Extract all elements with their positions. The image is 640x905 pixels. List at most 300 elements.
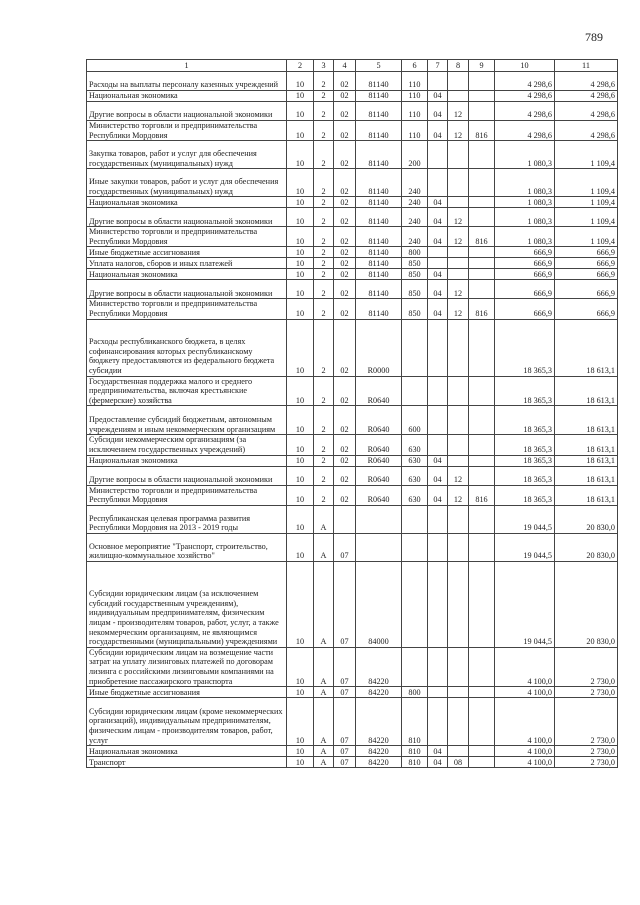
table-cell xyxy=(448,455,469,466)
table-cell xyxy=(428,687,448,698)
table-cell: 4 100,0 xyxy=(495,687,555,698)
table-cell: 18 365,3 xyxy=(495,319,555,376)
header-cell: 7 xyxy=(428,60,448,72)
table-cell: 200 xyxy=(402,141,428,169)
table-cell xyxy=(402,505,428,533)
table-cell: 04 xyxy=(428,746,448,757)
table-cell: 84220 xyxy=(356,757,402,768)
table-cell xyxy=(469,435,495,455)
row-label: Другие вопросы в области национальной экономики xyxy=(87,102,287,121)
table-cell: 110 xyxy=(402,72,428,91)
table-cell: 04 xyxy=(428,91,448,102)
table-row xyxy=(87,280,618,299)
table-cell: 600 xyxy=(402,406,428,435)
table-cell: 07 xyxy=(334,698,356,746)
table-cell: 81140 xyxy=(356,141,402,169)
table-cell: 1 080,3 xyxy=(495,227,555,247)
table-row xyxy=(87,72,618,91)
table-cell: 18 365,3 xyxy=(495,435,555,455)
table-cell xyxy=(469,208,495,227)
table-cell xyxy=(448,269,469,280)
row-label: Транспорт xyxy=(87,757,287,768)
table-cell: 1 109,4 xyxy=(555,141,618,169)
table-body xyxy=(87,72,618,768)
table-cell xyxy=(428,561,448,647)
table-cell: 12 xyxy=(448,121,469,141)
table-cell: 4 298,6 xyxy=(555,91,618,102)
table-cell xyxy=(428,319,448,376)
table-cell: 12 xyxy=(448,208,469,227)
table-cell xyxy=(469,466,495,485)
table-cell: 4 298,6 xyxy=(555,102,618,121)
table-cell: 10 xyxy=(287,485,314,505)
table-cell: 02 xyxy=(334,91,356,102)
table-cell: 10 xyxy=(287,376,314,406)
table-cell: А xyxy=(314,561,334,647)
row-label: Республиканская целевая программа развития Республики Мордовия на 2013 - 2019 годы xyxy=(87,505,287,533)
table-cell: 18 365,3 xyxy=(495,466,555,485)
table-cell: 810 xyxy=(402,698,428,746)
table-cell: 04 xyxy=(428,455,448,466)
table-cell: 19 044,5 xyxy=(495,533,555,561)
table-row xyxy=(87,698,618,746)
row-label: Национальная экономика xyxy=(87,91,287,102)
table-cell xyxy=(469,647,495,686)
table-cell: 2 730,0 xyxy=(555,698,618,746)
table-cell: 800 xyxy=(402,687,428,698)
table-cell xyxy=(469,561,495,647)
table-cell: 84220 xyxy=(356,698,402,746)
table-cell: 02 xyxy=(334,466,356,485)
row-label: Национальная экономика xyxy=(87,269,287,280)
table-cell: 850 xyxy=(402,280,428,299)
table-cell: 20 830,0 xyxy=(555,533,618,561)
table-cell: 02 xyxy=(334,141,356,169)
table-cell xyxy=(448,435,469,455)
table-cell: 10 xyxy=(287,746,314,757)
header-cell: 11 xyxy=(555,60,618,72)
table-cell: 666,9 xyxy=(495,280,555,299)
table-cell: 18 613,1 xyxy=(555,485,618,505)
table-cell: 10 xyxy=(287,91,314,102)
table-cell: 84000 xyxy=(356,561,402,647)
header-cell: 8 xyxy=(448,60,469,72)
table-cell xyxy=(448,698,469,746)
row-label: Расходы республиканского бюджета, в целях софинансирования которых республиканскому бюджету предоставляются из федерального бюджета субсидии xyxy=(87,319,287,376)
table-cell: 81140 xyxy=(356,169,402,197)
table-cell: 12 xyxy=(448,466,469,485)
table-cell xyxy=(448,197,469,208)
header-cell: 2 xyxy=(287,60,314,72)
table-cell: 07 xyxy=(334,647,356,686)
table-cell: 12 xyxy=(448,299,469,319)
table-cell: 10 xyxy=(287,533,314,561)
table-cell xyxy=(428,141,448,169)
table-cell: 07 xyxy=(334,746,356,757)
row-label: Министерство торговли и предпринимательства Республики Мордовия xyxy=(87,227,287,247)
table-cell: 10 xyxy=(287,505,314,533)
table-cell: 10 xyxy=(287,208,314,227)
row-label: Основное мероприятие "Транспорт, строительство, жилищно-коммунальное хозяйство" xyxy=(87,533,287,561)
table-cell: А xyxy=(314,698,334,746)
budget-table xyxy=(86,59,618,768)
table-cell: R0640 xyxy=(356,455,402,466)
table-cell: 666,9 xyxy=(495,269,555,280)
table-cell: А xyxy=(314,533,334,561)
table-cell: 10 xyxy=(287,406,314,435)
table-cell xyxy=(448,169,469,197)
table-cell xyxy=(428,435,448,455)
table-cell: 2 xyxy=(314,280,334,299)
table-cell: 2 xyxy=(314,269,334,280)
table-cell: А xyxy=(314,757,334,768)
table-cell xyxy=(356,533,402,561)
table-cell: R0640 xyxy=(356,406,402,435)
table-cell: 4 298,6 xyxy=(495,121,555,141)
table-cell xyxy=(469,91,495,102)
table-cell: А xyxy=(314,505,334,533)
table-cell: 10 xyxy=(287,280,314,299)
header-cell: 4 xyxy=(334,60,356,72)
table-cell: 10 xyxy=(287,466,314,485)
table-cell: 2 xyxy=(314,299,334,319)
table-cell: 18 613,1 xyxy=(555,466,618,485)
table-row xyxy=(87,505,618,533)
table-cell: 02 xyxy=(334,227,356,247)
table-cell: 02 xyxy=(334,319,356,376)
table-cell: 07 xyxy=(334,687,356,698)
table-cell xyxy=(448,72,469,91)
table-row xyxy=(87,435,618,455)
table-row xyxy=(87,485,618,505)
table-cell xyxy=(448,319,469,376)
row-label: Национальная экономика xyxy=(87,746,287,757)
table-cell: 10 xyxy=(287,247,314,258)
table-cell: R0640 xyxy=(356,466,402,485)
table-cell: R0000 xyxy=(356,319,402,376)
table-cell xyxy=(402,319,428,376)
table-cell xyxy=(402,561,428,647)
table-cell: 20 830,0 xyxy=(555,505,618,533)
table-cell: 02 xyxy=(334,406,356,435)
table-cell: 10 xyxy=(287,197,314,208)
table-cell xyxy=(469,197,495,208)
table-cell: 18 613,1 xyxy=(555,319,618,376)
table-cell: 1 109,4 xyxy=(555,169,618,197)
row-label: Министерство торговли и предпринимательства Республики Мордовия xyxy=(87,299,287,319)
table-cell: 10 xyxy=(287,647,314,686)
table-cell: 04 xyxy=(428,227,448,247)
table-cell: 10 xyxy=(287,455,314,466)
table-row xyxy=(87,141,618,169)
table-cell: 81140 xyxy=(356,299,402,319)
table-cell: 666,9 xyxy=(555,280,618,299)
table-cell xyxy=(469,247,495,258)
table-cell: 02 xyxy=(334,208,356,227)
table-cell xyxy=(428,647,448,686)
table-cell: 10 xyxy=(287,72,314,91)
table-cell: 10 xyxy=(287,757,314,768)
row-label: Государственная поддержка малого и среднего предпринимательства, включая крестьянские (фермерские) хозяйства xyxy=(87,376,287,406)
table-cell: 1 080,3 xyxy=(495,197,555,208)
table-cell xyxy=(448,746,469,757)
table-row xyxy=(87,269,618,280)
table-row xyxy=(87,102,618,121)
table-cell: 850 xyxy=(402,299,428,319)
row-label: Иные бюджетные ассигнования xyxy=(87,687,287,698)
table-row xyxy=(87,247,618,258)
table-cell: А xyxy=(314,647,334,686)
table-cell: 2 xyxy=(314,227,334,247)
table-cell xyxy=(448,647,469,686)
table-cell: 10 xyxy=(287,698,314,746)
table-cell xyxy=(469,102,495,121)
table-cell: 1 080,3 xyxy=(495,208,555,227)
table-cell: 10 xyxy=(287,687,314,698)
table-row xyxy=(87,258,618,269)
table-cell xyxy=(428,533,448,561)
table-cell xyxy=(402,376,428,406)
table-cell xyxy=(469,169,495,197)
table-cell: 10 xyxy=(287,121,314,141)
table-cell: 2 xyxy=(314,485,334,505)
table-cell xyxy=(448,247,469,258)
table-cell xyxy=(428,247,448,258)
table-cell: 02 xyxy=(334,280,356,299)
table-row xyxy=(87,197,618,208)
table-cell: 04 xyxy=(428,208,448,227)
table-row xyxy=(87,319,618,376)
table-cell: 630 xyxy=(402,466,428,485)
table-cell: 04 xyxy=(428,757,448,768)
table-cell xyxy=(448,505,469,533)
table-cell: 2 xyxy=(314,141,334,169)
table-cell: 666,9 xyxy=(555,247,618,258)
table-cell xyxy=(469,505,495,533)
header-cell: 9 xyxy=(469,60,495,72)
table-row xyxy=(87,757,618,768)
table-cell: 12 xyxy=(448,280,469,299)
header-cell: 6 xyxy=(402,60,428,72)
table-cell: 2 730,0 xyxy=(555,647,618,686)
table-cell: 18 613,1 xyxy=(555,406,618,435)
table-cell xyxy=(469,280,495,299)
row-label: Другие вопросы в области национальной экономики xyxy=(87,208,287,227)
table-cell: 630 xyxy=(402,435,428,455)
table-cell: 10 xyxy=(287,269,314,280)
table-cell: 04 xyxy=(428,269,448,280)
table-cell: 04 xyxy=(428,466,448,485)
table-cell: 2 xyxy=(314,376,334,406)
row-label: Субсидии некоммерческим организациям (за исключением государственных учреждений) xyxy=(87,435,287,455)
table-cell: 1 080,3 xyxy=(495,141,555,169)
header-cell: 5 xyxy=(356,60,402,72)
table-cell: 2 xyxy=(314,197,334,208)
table-cell: А xyxy=(314,687,334,698)
table-cell: 10 xyxy=(287,319,314,376)
table-cell: 240 xyxy=(402,169,428,197)
table-cell: 4 100,0 xyxy=(495,647,555,686)
table-cell: 81140 xyxy=(356,247,402,258)
table-cell: 4 100,0 xyxy=(495,746,555,757)
table-cell: 110 xyxy=(402,121,428,141)
header-cell: 1 xyxy=(87,60,287,72)
table-cell: 4 298,6 xyxy=(495,91,555,102)
table-cell: 1 080,3 xyxy=(495,169,555,197)
table-cell: 18 613,1 xyxy=(555,455,618,466)
table-cell: 666,9 xyxy=(495,299,555,319)
table-cell xyxy=(469,141,495,169)
table-cell xyxy=(428,258,448,269)
table-cell: 4 298,6 xyxy=(495,72,555,91)
table-row xyxy=(87,466,618,485)
table-cell xyxy=(469,72,495,91)
table-cell: 2 xyxy=(314,406,334,435)
row-label: Другие вопросы в области национальной экономики xyxy=(87,280,287,299)
table-cell: 10 xyxy=(287,102,314,121)
table-cell xyxy=(448,687,469,698)
table-cell xyxy=(469,698,495,746)
table-cell xyxy=(334,505,356,533)
row-label: Субсидии юридическим лицам на возмещение части затрат на уплату лизинговых платежей по договорам лизинга с российскими лизинговыми компаниями на приобретение пассажирского транспорта xyxy=(87,647,287,686)
table-cell: 4 298,6 xyxy=(555,121,618,141)
table-cell: 2 xyxy=(314,319,334,376)
table-row xyxy=(87,299,618,319)
table-cell xyxy=(448,561,469,647)
table-cell: 02 xyxy=(334,435,356,455)
table-cell: 666,9 xyxy=(555,299,618,319)
table-cell: 81140 xyxy=(356,91,402,102)
table-cell xyxy=(428,376,448,406)
table-cell: 10 xyxy=(287,435,314,455)
row-label: Субсидии юридическим лицам (кроме некоммерческих организаций), индивидуальным предпринимателям, физическим лицам - производителям товаров, работ, услуг xyxy=(87,698,287,746)
table-cell: 240 xyxy=(402,208,428,227)
table-row xyxy=(87,406,618,435)
table-cell: 10 xyxy=(287,561,314,647)
table-cell xyxy=(428,505,448,533)
table-cell xyxy=(428,169,448,197)
table-cell: 81140 xyxy=(356,258,402,269)
table-cell: 81140 xyxy=(356,72,402,91)
header-cell: 10 xyxy=(495,60,555,72)
table-cell: 2 xyxy=(314,466,334,485)
table-cell: 18 613,1 xyxy=(555,435,618,455)
table-cell: 666,9 xyxy=(555,269,618,280)
row-label: Министерство торговли и предпринимательства Республики Мордовия xyxy=(87,121,287,141)
table-row xyxy=(87,687,618,698)
table-row xyxy=(87,533,618,561)
table-cell: 10 xyxy=(287,169,314,197)
table-cell xyxy=(428,698,448,746)
table-cell xyxy=(402,533,428,561)
table-cell: 81140 xyxy=(356,102,402,121)
table-cell: 04 xyxy=(428,102,448,121)
table-cell: 02 xyxy=(334,258,356,269)
table-cell: 2 730,0 xyxy=(555,746,618,757)
table-cell xyxy=(356,505,402,533)
table-cell: 81140 xyxy=(356,280,402,299)
table-cell: 4 298,6 xyxy=(555,72,618,91)
table-cell: 02 xyxy=(334,299,356,319)
table-cell xyxy=(469,746,495,757)
table-cell: 07 xyxy=(334,757,356,768)
table-cell: 4 100,0 xyxy=(495,698,555,746)
table-cell: 07 xyxy=(334,533,356,561)
table-row xyxy=(87,647,618,686)
table-cell xyxy=(448,141,469,169)
table-cell xyxy=(448,406,469,435)
table-cell xyxy=(469,406,495,435)
table-cell: 81140 xyxy=(356,208,402,227)
table-cell: 240 xyxy=(402,227,428,247)
header-row xyxy=(87,60,618,72)
table-cell: 816 xyxy=(469,485,495,505)
table-cell: 2 xyxy=(314,102,334,121)
table-cell: 2 730,0 xyxy=(555,687,618,698)
table-cell: R0640 xyxy=(356,485,402,505)
table-cell: 18 365,3 xyxy=(495,406,555,435)
table-cell: 4 298,6 xyxy=(495,102,555,121)
table-cell: 20 830,0 xyxy=(555,561,618,647)
row-label: Иные закупки товаров, работ и услуг для обеспечения государственных (муниципальных) нужд xyxy=(87,169,287,197)
table-cell: 110 xyxy=(402,91,428,102)
table-cell: 2 xyxy=(314,247,334,258)
table-row xyxy=(87,561,618,647)
row-label: Закупка товаров, работ и услуг для обеспечения государственных (муниципальных) нужд xyxy=(87,141,287,169)
table-cell: 1 109,4 xyxy=(555,197,618,208)
table-cell: 10 xyxy=(287,258,314,269)
table-cell: 630 xyxy=(402,455,428,466)
table-row xyxy=(87,91,618,102)
table-cell: 1 109,4 xyxy=(555,227,618,247)
table-cell: 02 xyxy=(334,269,356,280)
table-cell xyxy=(469,258,495,269)
table-cell: 02 xyxy=(334,485,356,505)
table-cell: 81140 xyxy=(356,227,402,247)
table-cell: 800 xyxy=(402,247,428,258)
table-cell: 84220 xyxy=(356,746,402,757)
table-cell: 18 613,1 xyxy=(555,376,618,406)
table-cell xyxy=(448,533,469,561)
table-cell: 10 xyxy=(287,299,314,319)
table-cell: 02 xyxy=(334,169,356,197)
table-cell: 850 xyxy=(402,258,428,269)
table-cell: 110 xyxy=(402,102,428,121)
table-cell: 81140 xyxy=(356,269,402,280)
table-cell: 2 xyxy=(314,455,334,466)
table-cell: 19 044,5 xyxy=(495,561,555,647)
table-cell: А xyxy=(314,746,334,757)
row-label: Национальная экономика xyxy=(87,197,287,208)
table-cell: 12 xyxy=(448,227,469,247)
table-row xyxy=(87,227,618,247)
table-cell: 02 xyxy=(334,376,356,406)
row-label: Предоставление субсидий бюджетным, автономным учреждениям и иным некоммерческим организациям xyxy=(87,406,287,435)
table-cell xyxy=(469,455,495,466)
table-cell xyxy=(469,376,495,406)
table-cell: 2 730,0 xyxy=(555,757,618,768)
table-row xyxy=(87,455,618,466)
table-cell: 630 xyxy=(402,485,428,505)
table-cell: 02 xyxy=(334,455,356,466)
table-cell: 81140 xyxy=(356,197,402,208)
table-cell xyxy=(469,269,495,280)
table-cell: 02 xyxy=(334,247,356,258)
table-cell: 4 100,0 xyxy=(495,757,555,768)
row-label: Иные бюджетные ассигнования xyxy=(87,247,287,258)
table-cell: 07 xyxy=(334,561,356,647)
table-row xyxy=(87,376,618,406)
